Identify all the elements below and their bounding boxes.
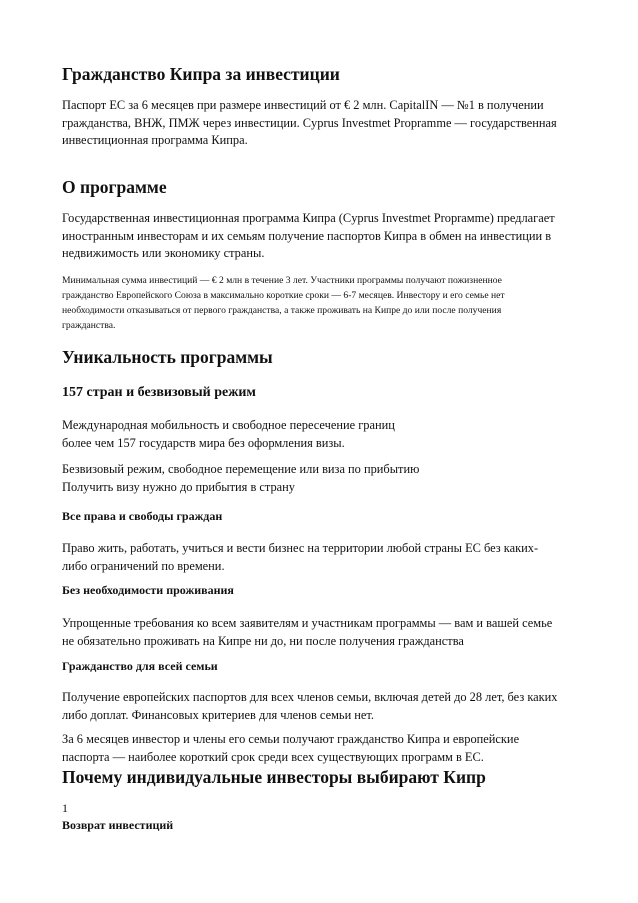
term-line: За 6 месяцев инвестор и члены его семьи получают гражданство Кипра и европейские — [62, 732, 520, 746]
about-line: иностранным инвесторам и их семьям получение паспортов Кипра в обмен на инвестиции в — [62, 228, 552, 243]
intro-line: гражданства, ВНЖ, ПМЖ через инвестиции. Cyprus Investmet Propramme — государственная — [62, 115, 557, 130]
about-paragraph — [62, 210, 582, 263]
mobility-line: Международная мобильность и свободное пересечение границ — [62, 418, 395, 432]
family-paragraph — [62, 689, 582, 724]
about-line: недвижимость или экономику страны. — [62, 246, 265, 260]
about-heading: О программе — [62, 177, 167, 197]
about-details-line: необходимости отказываться от первого гражданства, а также проживать на Кипре до или после получения — [62, 305, 502, 316]
family-line: либо доплат. Финансовых критериев для членов семьи нет. — [62, 707, 375, 722]
intro-paragraph — [62, 97, 582, 150]
mobility-paragraph — [62, 417, 582, 452]
rights-heading: Все права и свободы граждан — [62, 509, 223, 523]
family-heading: Гражданство для всей семьи — [62, 659, 218, 673]
visa-free-heading: 157 стран и безвизовый режим — [62, 385, 256, 400]
about-details-line: гражданство Европейского Союза в максимально короткие сроки — 6-7 месяцев. Инвестору и его семье нет — [62, 290, 505, 301]
uniqueness-heading: Уникальность программы — [62, 347, 273, 367]
about-details-paragraph — [62, 273, 582, 333]
rights-line: либо ограничений по времени. — [62, 558, 225, 573]
no-residence-line: Упрощенные требования ко всем заявителям и участникам программы — вам и вашей семье — [62, 616, 553, 630]
page-title: Гражданство Кипра за инвестиции — [62, 64, 340, 84]
rights-line: Право жить, работать, учиться и вести бизнес на территории любой страны ЕС без каких- — [62, 541, 539, 555]
about-details-line: Минимальная сумма инвестиций — € 2 млн в течение 3 лет. Участники программы получают пожизненное — [62, 275, 502, 286]
intro-line: Паспорт ЕС за 6 месяцев при размере инвестиций от € 2 млн. CapitalIN — №1 в получении — [62, 98, 544, 112]
visa-paragraph — [62, 461, 582, 496]
why-item-number: 1 — [62, 801, 68, 815]
about-line: Государственная инвестиционная программа Кипра (Cyprus Investmet Proprамme) предлагает — [62, 211, 555, 225]
mobility-line: более чем 157 государств мира без оформления визы. — [62, 435, 345, 450]
family-line: Получение европейских паспортов для всех членов семьи, включая детей до 28 лет, без каких — [62, 690, 558, 704]
why-item-title: Возврат инвестиций — [62, 818, 174, 832]
term-paragraph — [62, 731, 582, 766]
intro-line: инвестиционная программа Кипра. — [62, 133, 248, 147]
about-details-line: гражданства. — [62, 320, 116, 331]
no-residence-line: не обязательно проживать на Кипре ни до, ни после получения гражданства — [62, 633, 464, 648]
visa-line: Безвизовый режим, свободное перемещение или виза по прибытию — [62, 462, 420, 476]
why-heading: Почему индивидуальные инвесторы выбирают Кипр — [62, 767, 486, 787]
no-residence-heading: Без необходимости проживания — [62, 583, 234, 597]
rights-paragraph — [62, 540, 582, 575]
term-line: паспорта — наиболее короткий срок среди всех существующих программ в ЕС. — [62, 749, 484, 764]
no-residence-paragraph — [62, 615, 582, 650]
visa-line: Получить визу нужно до прибытия в страну — [62, 479, 296, 494]
